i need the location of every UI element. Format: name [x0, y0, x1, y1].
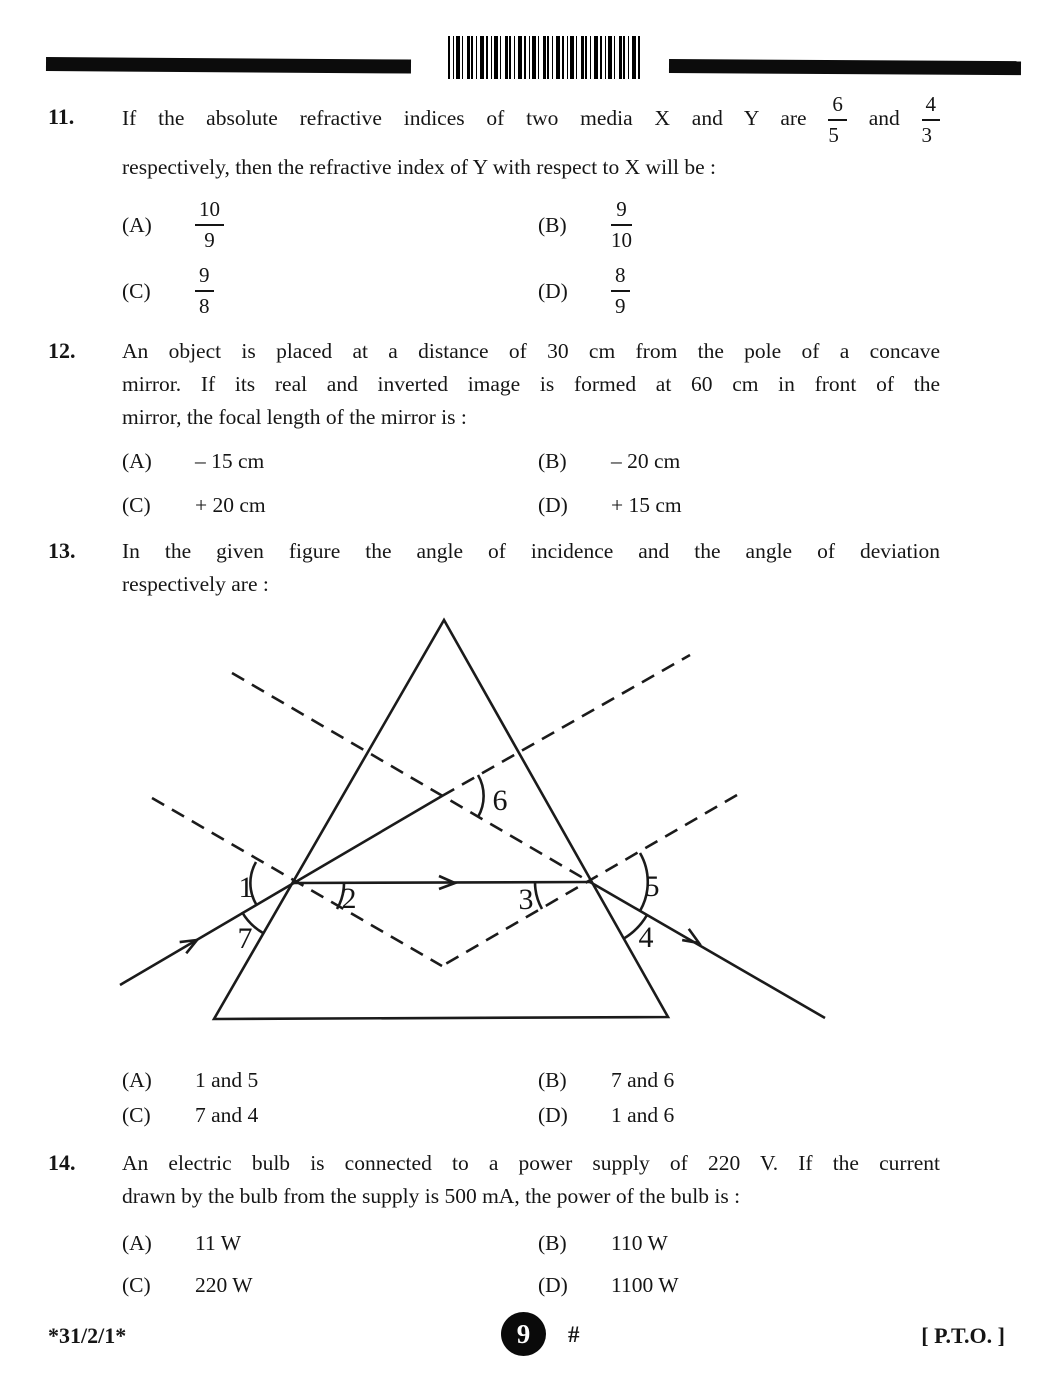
question-11-number: 11.	[48, 104, 75, 129]
option-label: (B)	[538, 213, 567, 237]
arc-angle-6	[478, 775, 484, 817]
option-value: 1 and 5	[195, 1068, 259, 1092]
question-12-number: 12.	[48, 338, 76, 363]
incident-ray	[120, 796, 442, 985]
option-value-fraction: $\frac{8}{9}$	[611, 263, 630, 319]
angle-label-4: 4	[638, 921, 654, 954]
option-value: + 20 cm	[195, 493, 266, 517]
option-b: (B) – 20 cm	[538, 446, 680, 476]
option-d: (D) 1100 W	[538, 1270, 678, 1300]
question-13-text-line-2: respectively are :	[122, 572, 269, 596]
option-label: (C)	[122, 279, 151, 303]
question-11-text-line-2: respectively, then the refractive index of Y with respect to X will be :	[122, 155, 717, 179]
option-value: 1 and 6	[611, 1103, 675, 1127]
paper-code: *31/2/1*	[48, 1323, 127, 1348]
option-value-fraction: $\frac{9}{10}$	[611, 197, 632, 252]
option-value: + 15 cm	[611, 493, 682, 517]
arc-angle-3	[535, 882, 542, 909]
page-number-badge	[501, 1312, 546, 1356]
angle-arcs	[242, 775, 648, 939]
question-14-text-line-1: An electric bulb is connected to a power supply of 220 V. If the current	[122, 1151, 940, 1175]
option-value: 110 W	[611, 1231, 668, 1255]
option-value: 1100 W	[611, 1273, 679, 1297]
emergent-ray	[590, 882, 825, 1018]
option-c: (C) 7 and 4	[122, 1100, 258, 1130]
fraction-6-5: $\frac{6}{5}$	[828, 92, 847, 148]
option-d: (D) + 15 cm	[538, 490, 682, 520]
option-value: – 20 cm	[611, 449, 681, 473]
angle-label-5: 5	[644, 870, 660, 903]
option-c: (C) + 20 cm	[122, 490, 266, 520]
question-14-text-line-2: drawn by the bulb from the supply is 500 mA, the power of the bulb is :	[122, 1184, 741, 1208]
angle-label-3: 3	[518, 883, 534, 916]
option-value: 7 and 6	[611, 1068, 675, 1092]
refracted-ray	[292, 882, 590, 883]
hash-mark: #	[568, 1322, 580, 1347]
question-13-text-line-1: In the given figure the angle of incidence and the angle of deviation	[122, 539, 940, 563]
question-11-text-a: If the absolute refractive indices of two media X and Y are	[122, 106, 807, 130]
option-d: (D) 1 and 6	[538, 1100, 674, 1130]
emergent-ray-backward-extension	[232, 673, 590, 882]
question-13-number: 13.	[48, 538, 76, 563]
option-c: (C) 220 W	[122, 1270, 253, 1300]
angle-label-7: 7	[237, 922, 253, 955]
option-b: (B) 7 and 6	[538, 1065, 674, 1095]
page-number: 9	[516, 1318, 531, 1349]
option-value-fraction: $\frac{10}{9}$	[195, 197, 224, 253]
option-value: 7 and 4	[195, 1103, 259, 1127]
option-label: (D)	[538, 279, 568, 303]
option-value: – 15 cm	[195, 449, 265, 473]
question-12-text-line-3: mirror, the focal length of the mirror is :	[122, 405, 467, 429]
question-12-text-line-1: An object is placed at a distance of 30 cm from the pole of a concave	[122, 339, 940, 363]
option-value: 220 W	[195, 1273, 253, 1297]
fraction-4-3: $\frac{4}{3}$	[922, 92, 941, 148]
option-a: (A) 11 W	[122, 1228, 241, 1258]
option-value: 11 W	[195, 1231, 241, 1255]
angle-label-6: 6	[492, 784, 508, 817]
option-value-fraction: $\frac{9}{8}$	[195, 263, 214, 319]
option-label: (A)	[122, 213, 152, 237]
option-a: (A) 1 and 5	[122, 1065, 258, 1095]
angle-label-2: 2	[341, 882, 357, 915]
angle-label-1: 1	[238, 871, 254, 904]
option-b: (B) 110 W	[538, 1228, 668, 1258]
question-14-number: 14.	[48, 1150, 76, 1175]
question-12-text-line-2: mirror. If its real and inverted image is formed at 60 cm in front of the	[122, 372, 940, 396]
prism-triangle	[214, 620, 668, 1019]
question-11-text-b: and	[868, 106, 900, 130]
option-a: (A) – 15 cm	[122, 446, 264, 476]
pto-label: [ P.T.O. ]	[921, 1323, 1005, 1348]
